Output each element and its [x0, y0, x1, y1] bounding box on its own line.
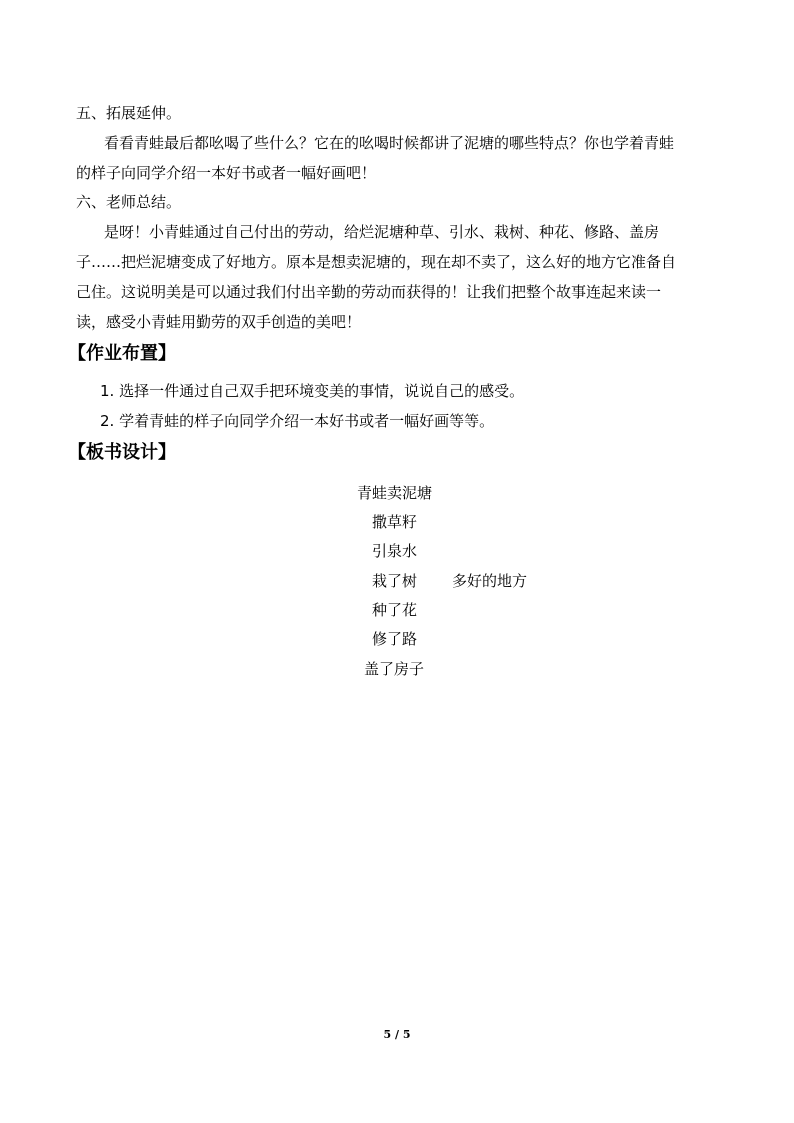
section5-title: 五、拓展延伸。: [76, 104, 182, 122]
board-item-4: 种了花: [372, 601, 418, 619]
board-heading: 【板书设计】: [68, 442, 176, 463]
board-title: 青蛙卖泥塘: [357, 484, 433, 502]
board-conclusion: 多好的地方: [452, 572, 528, 590]
homework-heading: 【作业布置】: [68, 343, 176, 364]
board-item-2: 引泉水: [372, 542, 418, 560]
section6-paragraph-line3: 己住。这说明美是可以通过我们付出辛勤的劳动而获得的！让我们把整个故事连起来读一: [76, 283, 662, 301]
board-item-3: 栽了树: [372, 572, 418, 590]
board-item-5: 修了路: [372, 630, 418, 648]
section5-paragraph-line2: 的样子向同学介绍一本好书或者一幅好画吧！: [76, 164, 377, 182]
homework-item-2: 2. 学着青蛙的样子向同学介绍一本好书或者一幅好画等等。: [100, 412, 495, 430]
board-item-1: 撒草籽: [372, 513, 418, 531]
board-item-6: 盖了房子: [364, 660, 425, 678]
section6-paragraph-line4: 读，感受小青蛙用勤劳的双手创造的美吧！: [76, 313, 362, 331]
page-number: 5 / 5: [383, 1028, 411, 1041]
section6-paragraph-line2: 子……把烂泥塘变成了好地方。原本是想卖泥塘的，现在却不卖了，这么好的地方它准备自: [76, 253, 677, 271]
homework-item-1: 1. 选择一件通过自己双手把环境变美的事情，说说自己的感受。: [100, 382, 525, 400]
section6-paragraph-line1: 是呀！小青蛙通过自己付出的劳动，给烂泥塘种草、引水、栽树、种花、修路、盖房: [104, 223, 660, 241]
section5-paragraph-line1: 看看青蛙最后都吆喝了些什么？它在的吆喝时候都讲了泥塘的哪些特点？你也学着青蛙: [104, 134, 675, 152]
section6-title: 六、老师总结。: [76, 193, 182, 211]
